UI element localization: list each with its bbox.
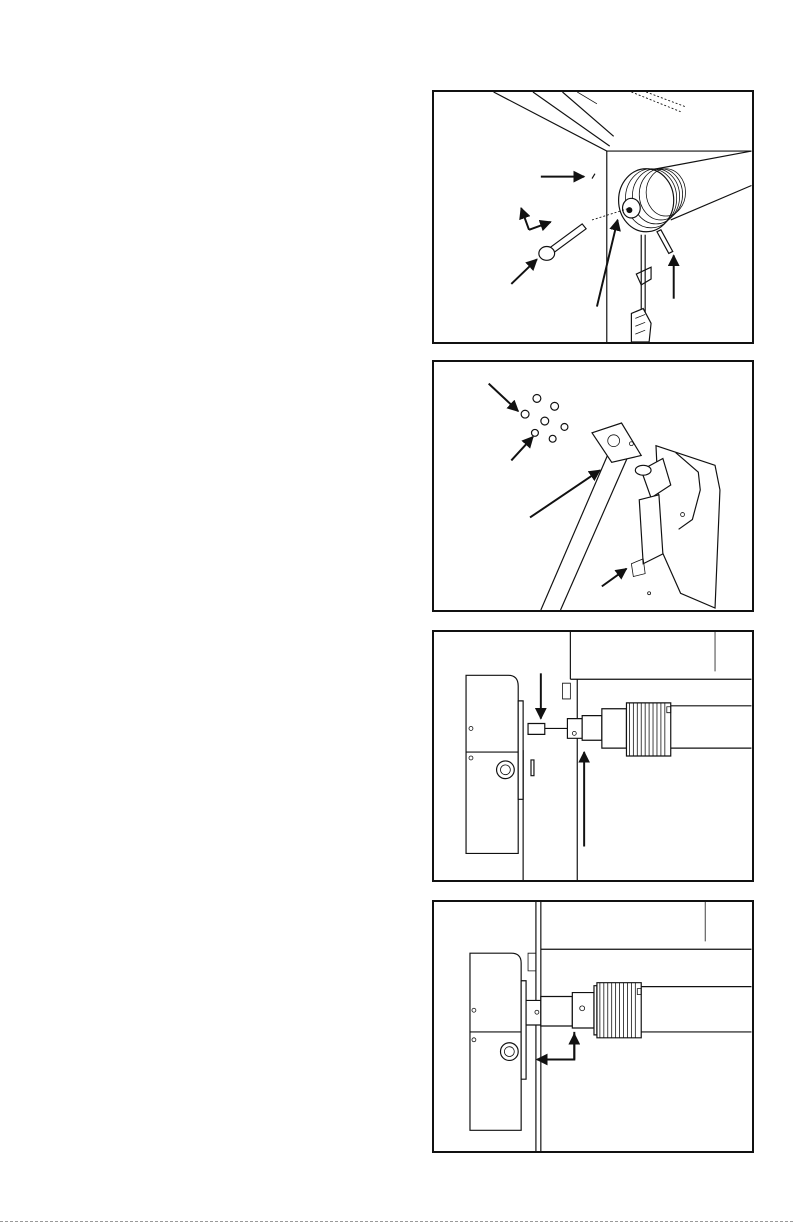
clevis-pin (531, 760, 534, 776)
figure-drum-pin-removal (432, 90, 754, 344)
rail-left-edge (541, 446, 612, 610)
figure-2-illustration (434, 362, 752, 610)
figure-1-illustration (434, 92, 752, 342)
arrow-bolts (489, 384, 519, 412)
coupling (541, 996, 572, 1026)
operator-housing (470, 953, 526, 1130)
cable-drum (597, 983, 641, 1038)
arrow-bracket-tab (602, 569, 627, 587)
key-pin (592, 174, 595, 179)
header-beam (494, 92, 752, 151)
cotter-pin (657, 230, 673, 254)
cable-drum (619, 169, 686, 232)
operator-housing (631, 446, 720, 608)
operator-housing (466, 675, 523, 880)
figure-3-illustration (434, 632, 752, 880)
arrow-shaft-a (529, 222, 551, 230)
figure-operator-alignment (432, 630, 754, 882)
cable-drum (626, 703, 670, 756)
arrow-rail (530, 470, 600, 517)
arrow-shaft-end (511, 259, 537, 284)
figure-bracket-hardware (432, 360, 754, 612)
page-bottom-rule (0, 1221, 793, 1222)
figure-operator-coupled (432, 900, 754, 1153)
arrow-coupled-position (537, 1032, 574, 1060)
arrow-shaft-b (521, 208, 529, 230)
drive-shaft (539, 224, 586, 260)
figure-4-illustration (434, 902, 752, 1151)
arrow-nuts (511, 437, 533, 461)
operator-shaft (528, 724, 545, 735)
mounting-bracket (592, 423, 641, 462)
bolts-and-nuts (521, 394, 568, 442)
